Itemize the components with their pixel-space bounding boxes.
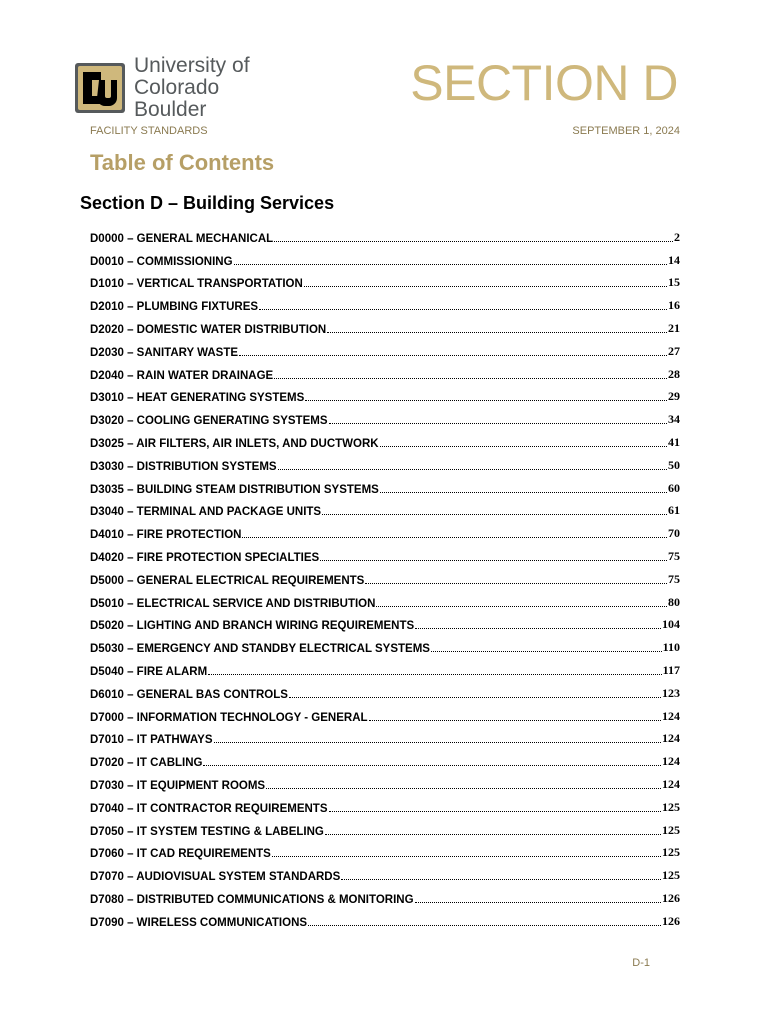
- toc-leader-dots: [415, 902, 661, 903]
- toc-entry[interactable]: [90, 473, 680, 496]
- toc-entry[interactable]: [90, 382, 680, 405]
- toc-entry-page: 28: [668, 366, 680, 381]
- toc-entry-label: D3035 – BUILDING STEAM DISTRIBUTION SYSTEMS: [90, 483, 379, 496]
- toc-entry[interactable]: [90, 359, 680, 382]
- toc-leader-dots: [304, 286, 667, 287]
- toc-entry[interactable]: [90, 769, 680, 792]
- toc-entry-label: D7090 – WIRELESS COMMUNICATIONS: [90, 916, 308, 929]
- cu-boulder-logo-icon: [74, 62, 126, 114]
- toc-leader-dots: [242, 537, 667, 538]
- toc-entry-page: 124: [662, 708, 680, 723]
- toc-entry-page: 41: [668, 434, 680, 449]
- toc-entry[interactable]: [90, 404, 680, 427]
- toc-entry[interactable]: [90, 610, 680, 633]
- university-name: [134, 55, 334, 121]
- toc-entry-label: D3030 – DISTRIBUTION SYSTEMS: [90, 460, 277, 473]
- toc-leader-dots: [380, 446, 667, 447]
- toc-leader-dots: [431, 651, 662, 652]
- toc-entry-page: 50: [668, 457, 680, 472]
- toc-entry-page: 123: [662, 685, 680, 700]
- toc-entry[interactable]: [90, 496, 680, 519]
- toc-entry-page: 61: [668, 503, 680, 518]
- toc-entry-page: 117: [662, 662, 680, 677]
- toc-entry-label: D0010 – COMMISSIONING: [90, 255, 233, 268]
- toc-entry-page: 125: [662, 845, 680, 860]
- toc-entry[interactable]: [90, 792, 680, 815]
- toc-leader-dots: [325, 834, 661, 835]
- toc-leader-dots: [214, 742, 662, 743]
- facility-standards-label: FACILITY STANDARDS: [90, 125, 208, 137]
- toc-entry-page: 27: [668, 343, 680, 358]
- toc-entry-page: 80: [668, 594, 680, 609]
- toc-entry-page: 75: [668, 548, 680, 563]
- toc-entry-label: D4010 – FIRE PROTECTION: [90, 529, 242, 542]
- toc-leader-dots: [289, 697, 661, 698]
- toc-list: [90, 222, 680, 929]
- page-number: D-1: [632, 957, 650, 969]
- toc-entry-label: D7010 – IT PATHWAYS: [90, 734, 213, 747]
- toc-leader-dots: [365, 583, 667, 584]
- toc-entry[interactable]: [90, 883, 680, 906]
- toc-entry-page: 60: [668, 480, 680, 495]
- toc-entry-label: D3040 – TERMINAL AND PACKAGE UNITS: [90, 506, 322, 519]
- toc-entry-page: 75: [668, 571, 680, 586]
- toc-entry-label: D5010 – ELECTRICAL SERVICE AND DISTRIBUTION: [90, 597, 376, 610]
- toc-entry-page: 125: [662, 822, 680, 837]
- toc-entry-page: 124: [662, 731, 680, 746]
- toc-entry-page: 16: [668, 298, 680, 313]
- toc-leader-dots: [203, 765, 661, 766]
- toc-entry[interactable]: [90, 313, 680, 336]
- toc-leader-dots: [380, 492, 667, 493]
- date-label: SEPTEMBER 1, 2024: [572, 125, 680, 137]
- toc-leader-dots: [272, 856, 661, 857]
- toc-entry[interactable]: [90, 587, 680, 610]
- toc-leader-dots: [274, 241, 673, 242]
- toc-leader-dots: [259, 309, 667, 310]
- toc-leader-dots: [308, 925, 661, 926]
- toc-entry-label: D6010 – GENERAL BAS CONTROLS: [90, 688, 288, 701]
- toc-entry-label: D0000 – GENERAL MECHANICAL: [90, 232, 274, 245]
- toc-entry[interactable]: [90, 724, 680, 747]
- toc-entry[interactable]: [90, 336, 680, 359]
- toc-entry-label: D4020 – FIRE PROTECTION SPECIALTIES: [90, 551, 320, 564]
- toc-entry-label: D5000 – GENERAL ELECTRICAL REQUIREMENTS: [90, 574, 365, 587]
- toc-entry-page: 15: [668, 275, 680, 290]
- university-name-line2: Boulder: [134, 98, 207, 121]
- section-title: SECTION D: [410, 55, 678, 111]
- toc-entry[interactable]: [90, 655, 680, 678]
- toc-entry-page: 124: [662, 776, 680, 791]
- toc-entry[interactable]: [90, 541, 680, 564]
- toc-entry-label: D3010 – HEAT GENERATING SYSTEMS: [90, 392, 305, 405]
- toc-leader-dots: [234, 264, 667, 265]
- toc-entry[interactable]: [90, 678, 680, 701]
- toc-leader-dots: [341, 879, 661, 880]
- toc-entry-label: D7070 – AUDIOVISUAL SYSTEM STANDARDS: [90, 871, 341, 884]
- toc-leader-dots: [320, 560, 667, 561]
- toc-entry-label: D2010 – PLUMBING FIXTURES: [90, 301, 259, 314]
- toc-entry[interactable]: [90, 906, 680, 929]
- toc-entry-label: D7060 – IT CAD REQUIREMENTS: [90, 848, 271, 861]
- toc-entry-label: D3020 – COOLING GENERATING SYSTEMS: [90, 415, 328, 428]
- toc-leader-dots: [266, 788, 661, 789]
- toc-entry-label: D7000 – INFORMATION TECHNOLOGY - GENERAL: [90, 711, 368, 724]
- toc-entry-page: 124: [662, 754, 680, 769]
- toc-entry[interactable]: [90, 860, 680, 883]
- toc-entry[interactable]: [90, 518, 680, 541]
- university-name-line1: University of Colorado: [134, 54, 250, 99]
- toc-title: Table of Contents: [90, 150, 275, 175]
- toc-entry-label: D5040 – FIRE ALARM: [90, 665, 208, 678]
- toc-entry-page: 125: [662, 868, 680, 883]
- toc-entry-label: D1010 – VERTICAL TRANSPORTATION: [90, 278, 303, 291]
- toc-entry-label: D5020 – LIGHTING AND BRANCH WIRING REQUIREMENTS: [90, 620, 415, 633]
- toc-leader-dots: [415, 628, 661, 629]
- toc-entry[interactable]: [90, 564, 680, 587]
- toc-entry-label: D2020 – DOMESTIC WATER DISTRIBUTION: [90, 323, 327, 336]
- toc-entry-label: D7030 – IT EQUIPMENT ROOMS: [90, 779, 266, 792]
- toc-entry[interactable]: [90, 290, 680, 313]
- toc-entry[interactable]: [90, 632, 680, 655]
- toc-entry[interactable]: [90, 815, 680, 838]
- toc-leader-dots: [208, 674, 662, 675]
- toc-entry-page: 2: [674, 229, 680, 244]
- university-logo: [74, 54, 334, 121]
- toc-entry[interactable]: [90, 450, 680, 473]
- toc-entry[interactable]: [90, 746, 680, 769]
- toc-entry-page: 29: [668, 389, 680, 404]
- toc-entry-page: 14: [668, 252, 680, 267]
- toc-entry-page: 125: [662, 799, 680, 814]
- toc-leader-dots: [369, 720, 661, 721]
- toc-entry-page: 70: [668, 526, 680, 541]
- toc-entry-label: D5030 – EMERGENCY AND STANDBY ELECTRICAL SYSTEMS: [90, 643, 430, 656]
- toc-entry-label: D7040 – IT CONTRACTOR REQUIREMENTS: [90, 802, 328, 815]
- toc-leader-dots: [274, 378, 667, 379]
- toc-leader-dots: [327, 332, 667, 333]
- toc-entry-page: 126: [662, 913, 680, 928]
- section-heading: Section D – Building Services: [80, 193, 335, 213]
- toc-entry[interactable]: [90, 268, 680, 291]
- toc-entry[interactable]: [90, 222, 680, 245]
- toc-leader-dots: [322, 514, 667, 515]
- toc-entry-label: D7080 – DISTRIBUTED COMMUNICATIONS & MONITORING: [90, 893, 414, 906]
- toc-leader-dots: [376, 606, 667, 607]
- toc-entry[interactable]: [90, 427, 680, 450]
- toc-leader-dots: [278, 469, 667, 470]
- toc-entry[interactable]: [90, 701, 680, 724]
- toc-entry-page: 110: [662, 640, 680, 655]
- toc-entry-label: D2040 – RAIN WATER DRAINAGE: [90, 369, 274, 382]
- toc-entry-label: D7050 – IT SYSTEM TESTING & LABELING: [90, 825, 324, 838]
- toc-entry[interactable]: [90, 245, 680, 268]
- toc-leader-dots: [329, 811, 662, 812]
- toc-entry-label: D2030 – SANITARY WASTE: [90, 346, 239, 359]
- toc-leader-dots: [305, 400, 667, 401]
- toc-entry-page: 21: [668, 320, 680, 335]
- toc-entry-page: 34: [668, 412, 680, 427]
- toc-entry-label: D7020 – IT CABLING: [90, 757, 203, 770]
- toc-entry[interactable]: [90, 838, 680, 861]
- toc-entry-label: D3025 – AIR FILTERS, AIR INLETS, AND DUCTWORK: [90, 437, 379, 450]
- toc-entry-page: 104: [662, 617, 680, 632]
- toc-leader-dots: [239, 355, 667, 356]
- toc-leader-dots: [329, 423, 667, 424]
- toc-entry-page: 126: [662, 890, 680, 905]
